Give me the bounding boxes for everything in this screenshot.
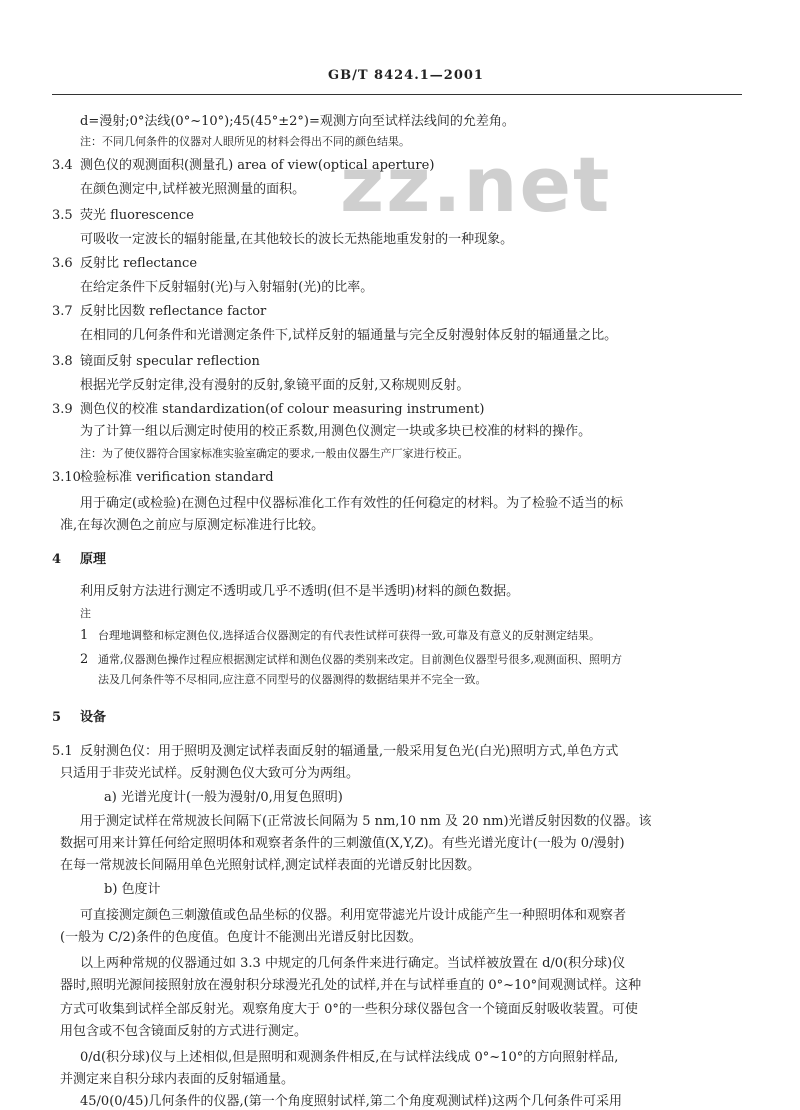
clause-text: 在每一常规波长间隔用单色光照射试样,测定试样表面的光谱反射比因数。 (60, 858, 481, 873)
section-title: 原理 (80, 552, 107, 567)
clause-text: 为了计算一组以后测定时使用的校正系数,用测色仪测定一块或多块已校准的材料的操作。 (80, 424, 592, 439)
clause-title: 测色仪的校准 standardization(of colour measuring instrument) (80, 402, 485, 417)
clause-number: 3.10 (52, 470, 81, 485)
list-item: a) 光谱光度计(一般为漫射/0,用复色照明) (104, 790, 343, 805)
clause-text: 可直接测定颜色三刺激值或色品坐标的仪器。利用宽带滤光片设计成能产生一种照明体和观察者 (80, 908, 627, 923)
clause-text: 在颜色测定中,试样被光照测量的面积。 (80, 182, 306, 197)
note-label: 注 (80, 607, 91, 620)
watermark: zz.net (340, 140, 612, 229)
document-header: GB/T 8424.1—2001 (328, 68, 484, 83)
clause-number: 3.7 (52, 304, 73, 319)
clause-title: 检验标准 verification standard (80, 470, 274, 485)
clause-number: 3.9 (52, 402, 73, 417)
clause-text: 在给定条件下反射辐射(光)与入射辐射(光)的比率。 (80, 280, 374, 295)
clause-number: 3.5 (52, 208, 73, 223)
clause-text: 以上两种常规的仪器通过如 3.3 中规定的几何条件来进行确定。当试样被放置在 d/0(积分球)仪 (80, 956, 626, 971)
clause-text: 可吸收一定波长的辐射能量,在其他较长的波长无热能地重发射的一种现象。 (80, 232, 514, 247)
clause-text: 根据光学反射定律,没有漫射的反射,象镜平面的反射,又称规则反射。 (80, 378, 470, 393)
clause-number: 3.6 (52, 256, 73, 271)
clause-number: 5.1 (52, 744, 73, 759)
clause-text: 用包含或不包含镜面反射的方式进行测定。 (60, 1024, 308, 1039)
note-line: 注：为了使仪器符合国家标准实验室确定的要求,一般由仪器生产厂家进行校正。 (80, 447, 469, 460)
clause-title: 反射比因数 reflectance factor (80, 304, 267, 319)
clause-text: 准,在每次测色之前应与原测定标准进行比较。 (60, 518, 325, 533)
clause-text: 0/d(积分球)仪与上述相似,但是照明和观测条件相反,在与试样法线成 0°~10°的方向照射样品, (80, 1050, 619, 1065)
clause-text: 在相同的几何条件和光谱测定条件下,试样反射的辐通量与完全反射漫射体反射的辐通量之比。 (80, 328, 618, 343)
clause-text: 器时,照明光源间接照射放在漫射积分球漫光孔处的试样,并在与试样垂直的 0°~10°间观测试样。这种 (60, 978, 642, 993)
note-line: 注：不同几何条件的仪器对人眼所见的材料会得出不同的颜色结果。 (80, 135, 410, 148)
note-text: 台理地调整和标定测色仪,选择适合仪器测定的有代表性试样可获得一致,可靠及有意义的反射测定结果。 (98, 629, 600, 642)
clause-number: 3.8 (52, 354, 73, 369)
clause-text: 数据可用来计算任何给定照明体和观察者条件的三刺激值(X,Y,Z)。有些光谱光度计(一般为 0/漫射) (60, 836, 625, 851)
note-number: 1 (80, 628, 89, 643)
note-number: 2 (80, 652, 89, 667)
clause-title: 镜面反射 specular reflection (80, 354, 260, 369)
geometry-abbrev-line: d=漫射;0°法线(0°~10°);45(45°±2°)=观测方向至试样法线间的允差角。 (80, 114, 515, 129)
clause-text: 并测定来自积分球内表面的反射辐通量。 (60, 1072, 295, 1087)
clause-text: 只适用于非荧光试样。反射测色仪大致可分为两组。 (60, 766, 360, 781)
clause-text: (一般为 C/2)条件的色度值。色度计不能测出光谱反射比因数。 (60, 930, 422, 945)
clause-text: 用于确定(或检验)在测色过程中仪器标准化工作有效性的任何稳定的材料。为了检验不适当的标 (80, 496, 624, 511)
clause-title: 荧光 fluorescence (80, 208, 194, 223)
clause-number: 3.4 (52, 158, 73, 173)
clause-title: 测色仪的观测面积(测量孔) area of view(optical aperture) (80, 158, 435, 173)
note-text: 法及几何条件等不尽相同,应注意不同型号的仪器测得的数据结果并不完全一致。 (98, 673, 487, 686)
list-item: b) 色度计 (104, 882, 161, 897)
section-text: 利用反射方法进行测定不透明或几乎不透明(但不是半透明)材料的颜色数据。 (80, 584, 520, 599)
note-text: 通常,仪器测色操作过程应根据测定试样和测色仪器的类别来改定。目前测色仪器型号很多,观测面积、照明方 (98, 653, 622, 666)
clause-text: 用于测定试样在常规波长间隔下(正常波长间隔为 5 nm,10 nm 及 20 nm)光谱反射因数的仪器。该 (80, 814, 652, 829)
clause-text: 方式可收集到试样全部反射光。观察角度大于 0°的一些积分球仪器包含一个镜面反射吸收装置。可使 (60, 1002, 638, 1017)
header-rule (52, 94, 742, 95)
section-title: 设备 (80, 710, 107, 725)
clause-title: 反射比 reflectance (80, 256, 198, 271)
section-number: 5 (52, 710, 62, 725)
section-number: 4 (52, 552, 62, 567)
clause-text: 45/0(0/45)几何条件的仪器,(第一个角度照射试样,第二个角度观测试样)这两个几何条件可采用 (80, 1094, 622, 1109)
clause-text: 反射测色仪：用于照明及测定试样表面反射的辐通量,一般采用复色光(白光)照明方式,单色方式 (80, 744, 619, 759)
